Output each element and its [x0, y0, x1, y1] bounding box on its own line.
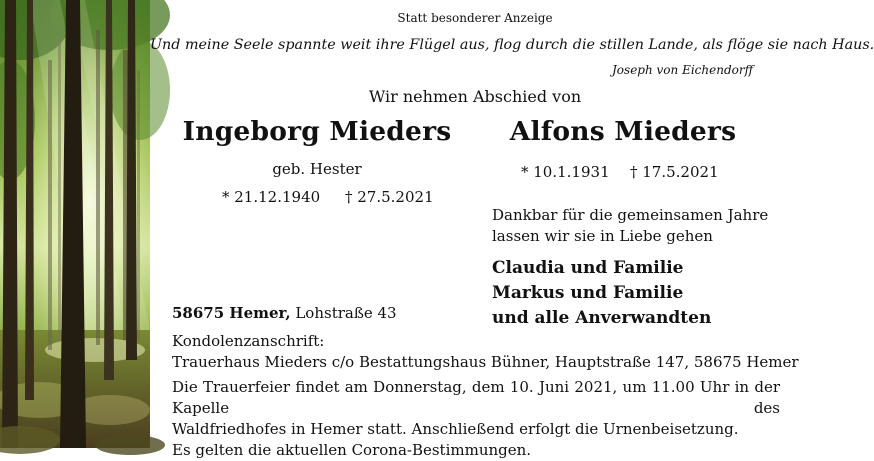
birth-date-2: * 10.1.1931: [521, 163, 610, 181]
death-date-2: † 17.5.2021: [630, 163, 719, 181]
address-street: Lohstraße 43: [290, 304, 397, 322]
funeral-line: Waldfriedhofes in Hemer statt. Anschließend erfolgt die Urnenbeisetzung.: [172, 420, 739, 438]
deceased-name-2: Alfons Mieders: [509, 116, 737, 147]
funeral-line: Die Trauerfeier findet am Donnerstag, dem 10. Juni 2021, um 11.00 Uhr in der Kapelle des: [172, 378, 780, 417]
notice-header: Statt besonderer Anzeige: [397, 11, 553, 25]
thanks-line: Dankbar für die gemeinsamen Jahre: [492, 206, 769, 224]
mourner: Markus und Familie: [492, 283, 684, 303]
quote-author: Joseph von Eichendorff: [612, 63, 754, 77]
mourners-list: [492, 256, 711, 331]
death-date-1: † 27.5.2021: [345, 188, 434, 206]
address-city: 58675 Hemer,: [172, 304, 291, 322]
family-address: [172, 304, 397, 322]
forest-image: [0, 0, 150, 448]
birth-date-1: * 21.12.1940: [222, 188, 321, 206]
condolence-address: Trauerhaus Mieders c/o Bestattungshaus Bühner, Hauptstraße 147, 58675 Hemer: [172, 353, 799, 371]
intro-text: Wir nehmen Abschied von: [368, 87, 582, 106]
thanks-line: lassen wir sie in Liebe gehen: [492, 227, 713, 245]
quote: Und meine Seele spannte weit ihre Flügel aus, flog durch die stillen Lande, als flöge sie nach Haus.: [150, 37, 874, 53]
condolence-block: [172, 331, 799, 373]
funeral-info: [172, 377, 780, 461]
mourner: Claudia und Familie: [492, 258, 684, 278]
condolence-label: Kondolenzanschrift:: [172, 332, 325, 350]
mourner: und alle Anverwandten: [492, 308, 712, 328]
maiden-name: geb. Hester: [272, 160, 362, 178]
deceased-name-1: Ingeborg Mieders: [182, 116, 452, 147]
thanks-text: [492, 205, 768, 247]
funeral-line: Es gelten die aktuellen Corona-Bestimmungen.: [172, 441, 532, 459]
